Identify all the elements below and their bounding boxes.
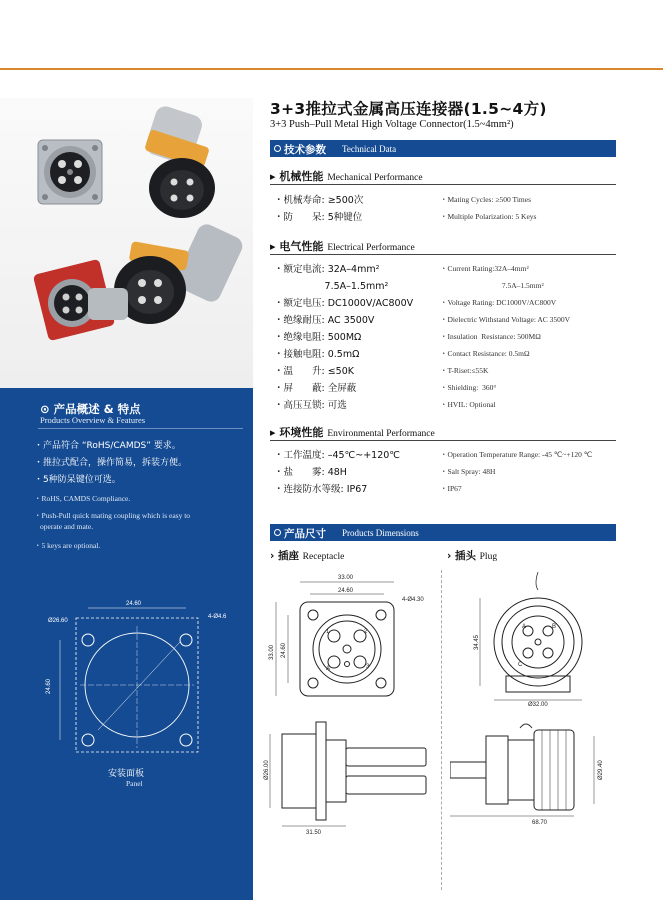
mechanical-heading: ▸ 机械性能 Mechanical Performance bbox=[270, 170, 423, 183]
panel-label-en: Panel bbox=[126, 779, 143, 788]
spec-en: ・Voltage Rating: DC1000V/AC800V bbox=[440, 298, 557, 307]
page-title-en: 3+3 Push–Pull Metal High Voltage Connector(1.5~4mm²) bbox=[270, 119, 514, 130]
spec-zh: ・防 呆: 5种键位 bbox=[274, 212, 363, 223]
tech-data-bar bbox=[270, 140, 616, 157]
spec-zh: 7.5A–1.5mm² bbox=[274, 281, 389, 292]
overview-subtitle: Products Overview & Features bbox=[40, 415, 146, 425]
spec-zh: ・高压互锁: 可选 bbox=[274, 400, 347, 411]
tech-data-zh: 技术参数 bbox=[284, 144, 326, 156]
product-photo bbox=[0, 98, 253, 388]
pin-label: 1 bbox=[326, 629, 330, 635]
spec-en: ・Mating Cycles: ≥500 Times bbox=[440, 195, 531, 204]
top-margin bbox=[0, 0, 663, 68]
spec-en: ・Insulation Resistance: 500MΩ bbox=[440, 332, 541, 341]
plug-side-drawing bbox=[450, 718, 620, 843]
spec-en: 7.5A–1.5mm² bbox=[440, 281, 544, 290]
dimensions-bar bbox=[270, 524, 616, 541]
plug-front-drawing bbox=[450, 568, 610, 708]
receptacle-front-drawing bbox=[262, 568, 442, 708]
spec-zh: ・绝缘耐压: AC 3500V bbox=[274, 315, 375, 326]
plug-dia-dim: Ø32.00 bbox=[528, 702, 548, 708]
overview-item-en: operate and mate. bbox=[40, 522, 94, 531]
overview-item-zh: ・推拉式配合，操作简易，拆装方便。 bbox=[34, 458, 188, 468]
receptacle-h2-dim: 24.60 bbox=[281, 642, 287, 658]
spec-zh: ・额定电流: 32A–4mm² bbox=[274, 264, 380, 275]
tech-data-en: Technical Data bbox=[342, 144, 397, 154]
receptacle-dia-dim: Ø26.00 bbox=[264, 760, 270, 780]
pin-label: B bbox=[552, 624, 557, 630]
spec-en: ・Dielectric Withstand Voltage: AC 3500V bbox=[440, 315, 571, 324]
section-rule bbox=[270, 184, 616, 185]
spec-en: ・Shielding: 360° bbox=[440, 383, 497, 392]
pin-label: A bbox=[326, 666, 331, 672]
receptacle-w1-dim: 33.00 bbox=[338, 575, 354, 581]
overview-item-zh: ・产品符合 “RoHS/CAMDS” 要求。 bbox=[34, 441, 181, 451]
panel-height-dim: 24.60 bbox=[46, 678, 52, 694]
panel-holes-dim: 4-Ø4.6 bbox=[208, 614, 227, 620]
spec-en: ・Multiple Polarization: 5 Keys bbox=[440, 212, 537, 221]
overview-item-en: ・RoHS, CAMDS Compliance. bbox=[34, 494, 131, 503]
overview-item-en: ・5 keys are optional. bbox=[34, 541, 101, 550]
section-rule bbox=[270, 254, 616, 255]
bullet-icon bbox=[274, 529, 281, 536]
pin-label: A bbox=[522, 624, 527, 630]
spec-zh: ・温 升: ≤50K bbox=[274, 366, 354, 377]
spec-zh: ・连接防水等级: IP67 bbox=[274, 484, 368, 495]
spec-zh: ・额定电压: DC1000V/AC800V bbox=[274, 298, 414, 309]
pin-label: 2 bbox=[364, 629, 368, 635]
electrical-heading: ▸ 电气性能 Electrical Performance bbox=[270, 240, 415, 253]
spec-en: ・Current Rating:32A–4mm² bbox=[440, 264, 529, 273]
spec-zh: ・绝缘电阻: 500MΩ bbox=[274, 332, 362, 343]
spec-en: ・HVIL: Optional bbox=[440, 400, 496, 409]
bullet-icon bbox=[274, 145, 281, 152]
spec-zh: ・机械寿命: ≥500次 bbox=[274, 195, 364, 206]
dimensions-en: Products Dimensions bbox=[342, 528, 419, 538]
spec-zh: ・接触电阻: 0.5mΩ bbox=[274, 349, 360, 360]
panel-dia-dim: Ø26.60 bbox=[48, 618, 68, 624]
overview-item-en: ・Push-Pull quick mating coupling which is easy to bbox=[34, 511, 191, 520]
spec-en: ・T-Riset:≤55K bbox=[440, 366, 489, 375]
receptacle-h1-dim: 33.00 bbox=[269, 644, 275, 660]
plug-h-dim: 34.45 bbox=[474, 634, 480, 650]
panel-drawing bbox=[40, 590, 240, 760]
receptacle-side-drawing bbox=[262, 718, 442, 843]
dimensions-zh: 产品尺寸 bbox=[284, 528, 326, 540]
panel-width-dim: 24.60 bbox=[126, 601, 142, 607]
plug-len-dim: 68.70 bbox=[532, 820, 548, 826]
accent-line bbox=[0, 68, 663, 70]
pin-label: C bbox=[518, 662, 523, 668]
spec-zh: ・工作温度: –45℃~+120℃ bbox=[274, 450, 400, 461]
spec-en: ・Salt Spray: 48H bbox=[440, 467, 496, 476]
spec-en: ・IP67 bbox=[440, 484, 462, 493]
spec-en: ・Contact Resistance: 0.5mΩ bbox=[440, 349, 530, 358]
spec-en: ・Operation Temperature Range: -45 ℃~+120 ℃ bbox=[440, 450, 593, 459]
overview-rule bbox=[38, 428, 243, 429]
receptacle-w2-dim: 24.60 bbox=[338, 588, 354, 594]
receptacle-len-dim: 31.50 bbox=[306, 830, 322, 836]
page-title: 3+3推拉式金属高压连接器(1.5~4方) bbox=[270, 100, 547, 118]
overview-title: ⊙ 产品概述 & 特点 bbox=[40, 402, 141, 416]
plug-heading: › 插头 Plug bbox=[447, 550, 498, 562]
panel-label: 安装面板 bbox=[108, 769, 145, 779]
connector-photo-illustration bbox=[0, 98, 253, 388]
environmental-heading: ▸ 环境性能 Environmental Performance bbox=[270, 426, 435, 439]
receptacle-holes-dim: 4-Ø4.30 bbox=[402, 597, 424, 603]
spec-zh: ・屏 蔽: 全屏蔽 bbox=[274, 383, 357, 394]
receptacle-heading: › 插座 Receptacle bbox=[270, 550, 345, 562]
plug-dia2-dim: Ø29.40 bbox=[598, 760, 604, 780]
pin-label: 3 bbox=[366, 664, 370, 670]
spec-zh: ・盐 雾: 48H bbox=[274, 467, 347, 478]
overview-item-zh: ・5种防呆键位可选。 bbox=[34, 475, 121, 485]
section-rule bbox=[270, 440, 616, 441]
